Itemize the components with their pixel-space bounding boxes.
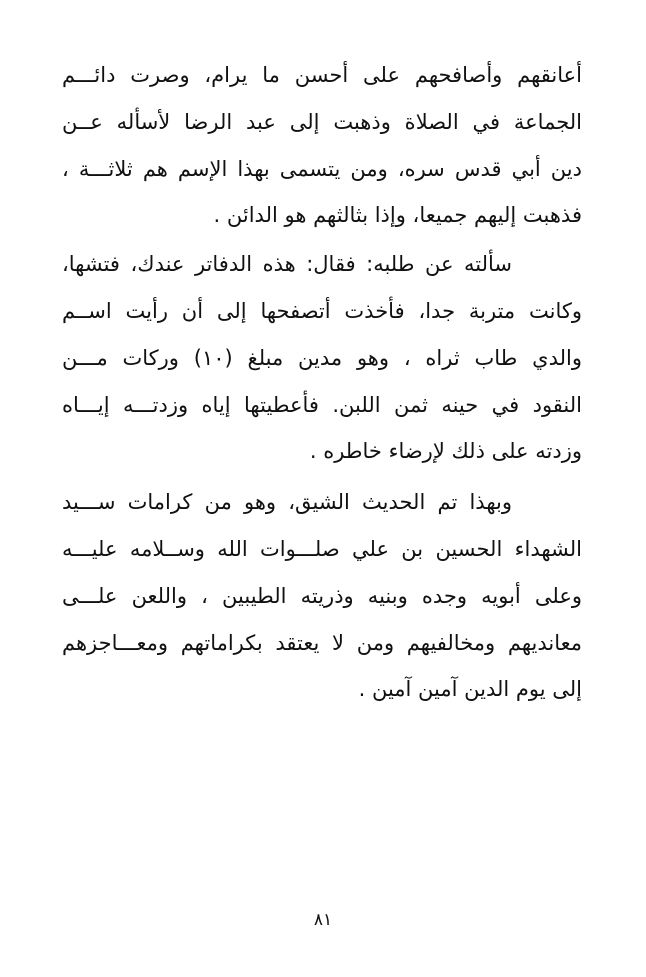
text-line: إلى يوم الدين آمين آمين .	[358, 677, 582, 702]
text-line: الجماعة في الصلاة وذهبت إلى عبد الرضا لأسأله عــن	[62, 109, 582, 134]
text-line: دين أبي قدس سره، ومن يتسمى بهذا الإسم هم ثلاثـــة ،	[62, 156, 582, 181]
text-line: فذهبت إليهم جميعا، وإذا بثالثهم هو الدائن .	[213, 203, 582, 228]
text-line: وعلى أبويه وجده وبنيه وذريته الطيبين ، واللعن علـــى	[62, 583, 582, 608]
page-number: ٨١	[313, 910, 333, 930]
text-line: وكانت متربة جدا، فأخذت أتصفحها إلى أن رأيت اســم	[62, 298, 582, 323]
paragraph-1	[62, 52, 582, 239]
paragraph-2	[62, 241, 582, 475]
text-line: سألته عن طلبه: فقال: هذه الدفاتر عندك، فتشها،	[62, 252, 512, 277]
text-line: الشهداء الحسين بن علي صلـــوات الله وســلامه عليـــه	[62, 536, 582, 561]
text-line: والدي طاب ثراه ، وهو مدين مبلغ (١٠) وركات مـــن	[62, 345, 582, 370]
paragraph-3	[62, 479, 582, 713]
text-line: النقود في حينه ثمن اللبن. فأعطيتها إياه وزدتـــه إيـــاه	[62, 392, 582, 417]
text-line: أعانقهم وأصافحهم على أحسن ما يرام، وصرت دائـــم	[62, 63, 582, 87]
text-line: وبهذا تم الحديث الشيق، وهو من كرامات ســـيد	[62, 490, 512, 515]
text-line: وزدته على ذلك لإرضاء خاطره .	[309, 439, 582, 464]
body-text	[62, 52, 582, 713]
text-line: معانديهم ومخالفيهم ومن لا يعتقد بكراماتهم ومعـــاجزهم	[62, 630, 582, 655]
